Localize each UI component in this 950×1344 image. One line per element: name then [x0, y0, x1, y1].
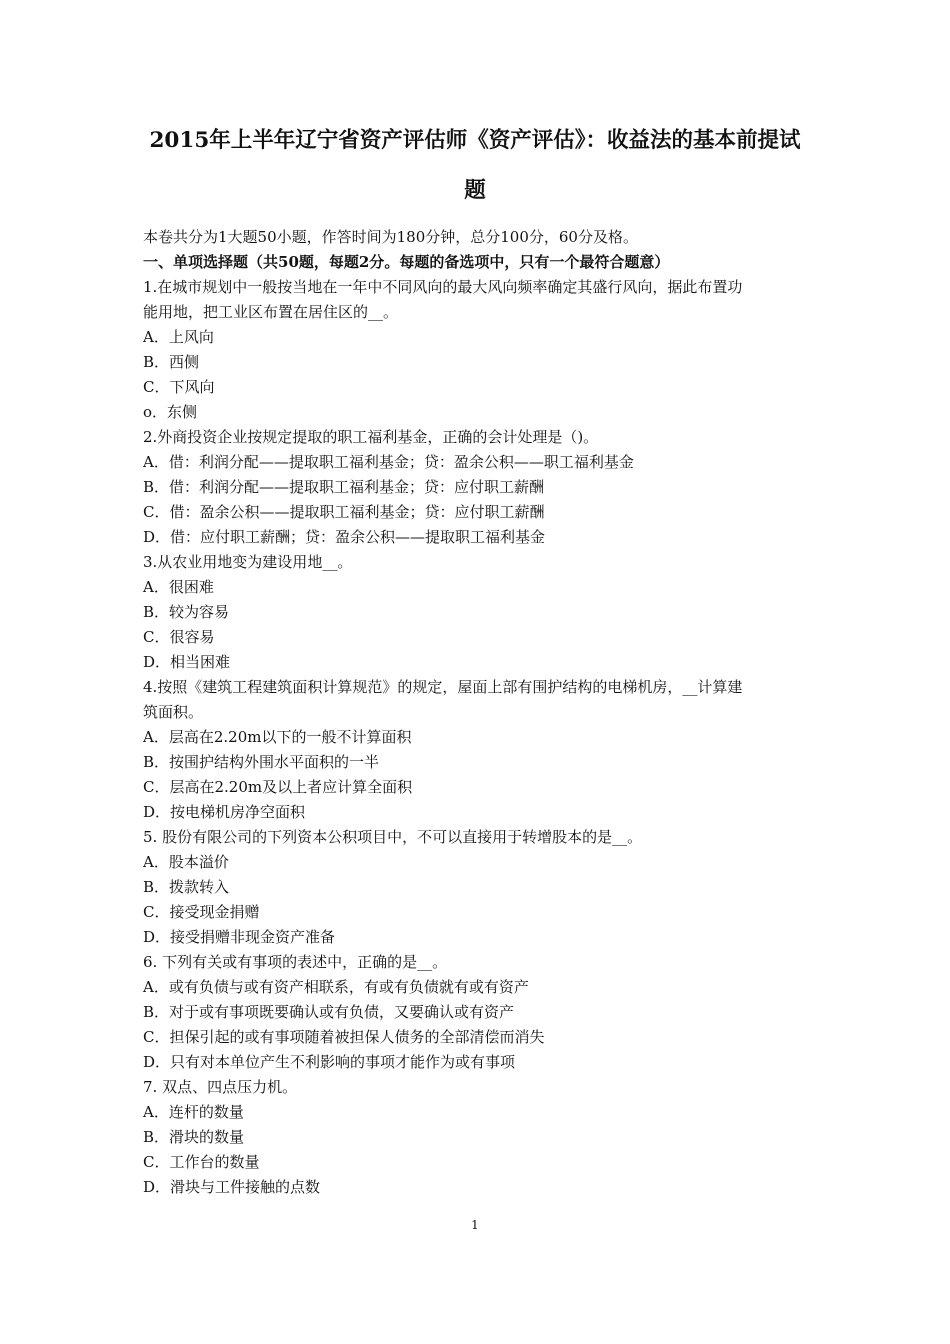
answer-option: D．借：应付职工薪酬；贷：盈余公积——提取职工福利基金: [143, 528, 546, 546]
question-item: [143, 425, 815, 550]
document-title-line1: 2015年上半年辽宁省资产评估师《资产评估》：收益法的基本前提试: [149, 128, 801, 153]
answer-option: D．按电梯机房净空面积: [143, 803, 306, 821]
answer-option: C．下风向: [143, 378, 215, 396]
question-item: [143, 550, 815, 675]
answer-option: C．层高在2.20m及以上者应计算全面积: [143, 778, 413, 796]
section-heading: 一、单项选择题（共50题，每题2分。每题的备选项中，只有一个最符合题意）: [143, 253, 670, 271]
question-item: [143, 675, 815, 825]
question-stem-continuation: 能用地，把工业区布置在居住区的__。: [143, 303, 399, 321]
answer-option: A．很困难: [143, 578, 214, 596]
question-stem: 6. 下列有关或有事项的表述中，正确的是__。: [143, 953, 448, 971]
answer-option: B．借：利润分配——提取职工福利基金；贷：应付职工薪酬: [143, 478, 545, 496]
answer-option: B．西侧: [143, 353, 200, 371]
answer-option: A．借：利润分配——提取职工福利基金；贷：盈余公积——职工福利基金: [143, 453, 634, 471]
question-item: [143, 950, 815, 1075]
answer-option: A．层高在2.20m以下的一般不计算面积: [143, 728, 412, 746]
question-stem-continuation: 筑面积。: [143, 703, 204, 721]
question-stem: 3.从农业用地变为建设用地__。: [143, 553, 353, 571]
answer-option: A．连杆的数量: [143, 1103, 244, 1121]
answer-option: C．工作台的数量: [143, 1153, 260, 1171]
document-body: [143, 225, 815, 1200]
exam-intro: 本卷共分为1大题50小题，作答时间为180分钟，总分100分，60分及格。: [143, 228, 638, 246]
question-item: [143, 1075, 815, 1200]
answer-option: o．东侧: [143, 403, 198, 421]
answer-option: C．借：盈余公积——提取职工福利基金；贷：应付职工薪酬: [143, 503, 545, 521]
answer-option: A．上风向: [143, 328, 214, 346]
answer-option: C．担保引起的或有事项随着被担保人债务的全部清偿而消失: [143, 1028, 545, 1046]
answer-option: C．接受现金捐赠: [143, 903, 260, 921]
answer-option: D．接受捐赠非现金资产准备: [143, 928, 336, 946]
question-item: [143, 275, 815, 425]
answer-option: B．对于或有事项既要确认或有负债，又要确认或有资产: [143, 1003, 515, 1021]
answer-option: D．相当困难: [143, 653, 231, 671]
answer-option: A．或有负债与或有资产相联系，有或有负债就有或有资产: [143, 978, 529, 996]
page-number: 1: [471, 1218, 479, 1232]
question-stem: 7. 双点、四点压力机。: [143, 1078, 298, 1096]
answer-option: C．很容易: [143, 628, 215, 646]
question-stem: 4.按照《建筑工程建筑面积计算规范》的规定，屋面上部有围护结构的电梯机房，__计算建: [143, 678, 743, 696]
document-title-line2: 题: [464, 178, 486, 203]
question-stem: 2.外商投资企业按规定提取的职工福利基金，正确的会计处理是（)。: [143, 428, 599, 446]
answer-option: B．滑块的数量: [143, 1128, 245, 1146]
question-stem: 5. 股份有限公司的下列资本公积项目中，不可以直接用于转增股本的是__。: [143, 828, 643, 846]
answer-option: B．按围护结构外围水平面积的一半: [143, 753, 380, 771]
question-item: [143, 825, 815, 950]
answer-option: D．只有对本单位产生不利影响的事项才能作为或有事项: [143, 1053, 516, 1071]
question-stem: 1.在城市规划中一般按当地在一年中不同风向的最大风向频率确定其盛行风向，据此布置功: [143, 278, 743, 296]
answer-option: B．拨款转入: [143, 878, 230, 896]
answer-option: A．股本溢价: [143, 853, 229, 871]
answer-option: D．滑块与工件接触的点数: [143, 1178, 321, 1196]
answer-option: B．较为容易: [143, 603, 230, 621]
question-list: [143, 275, 815, 1200]
